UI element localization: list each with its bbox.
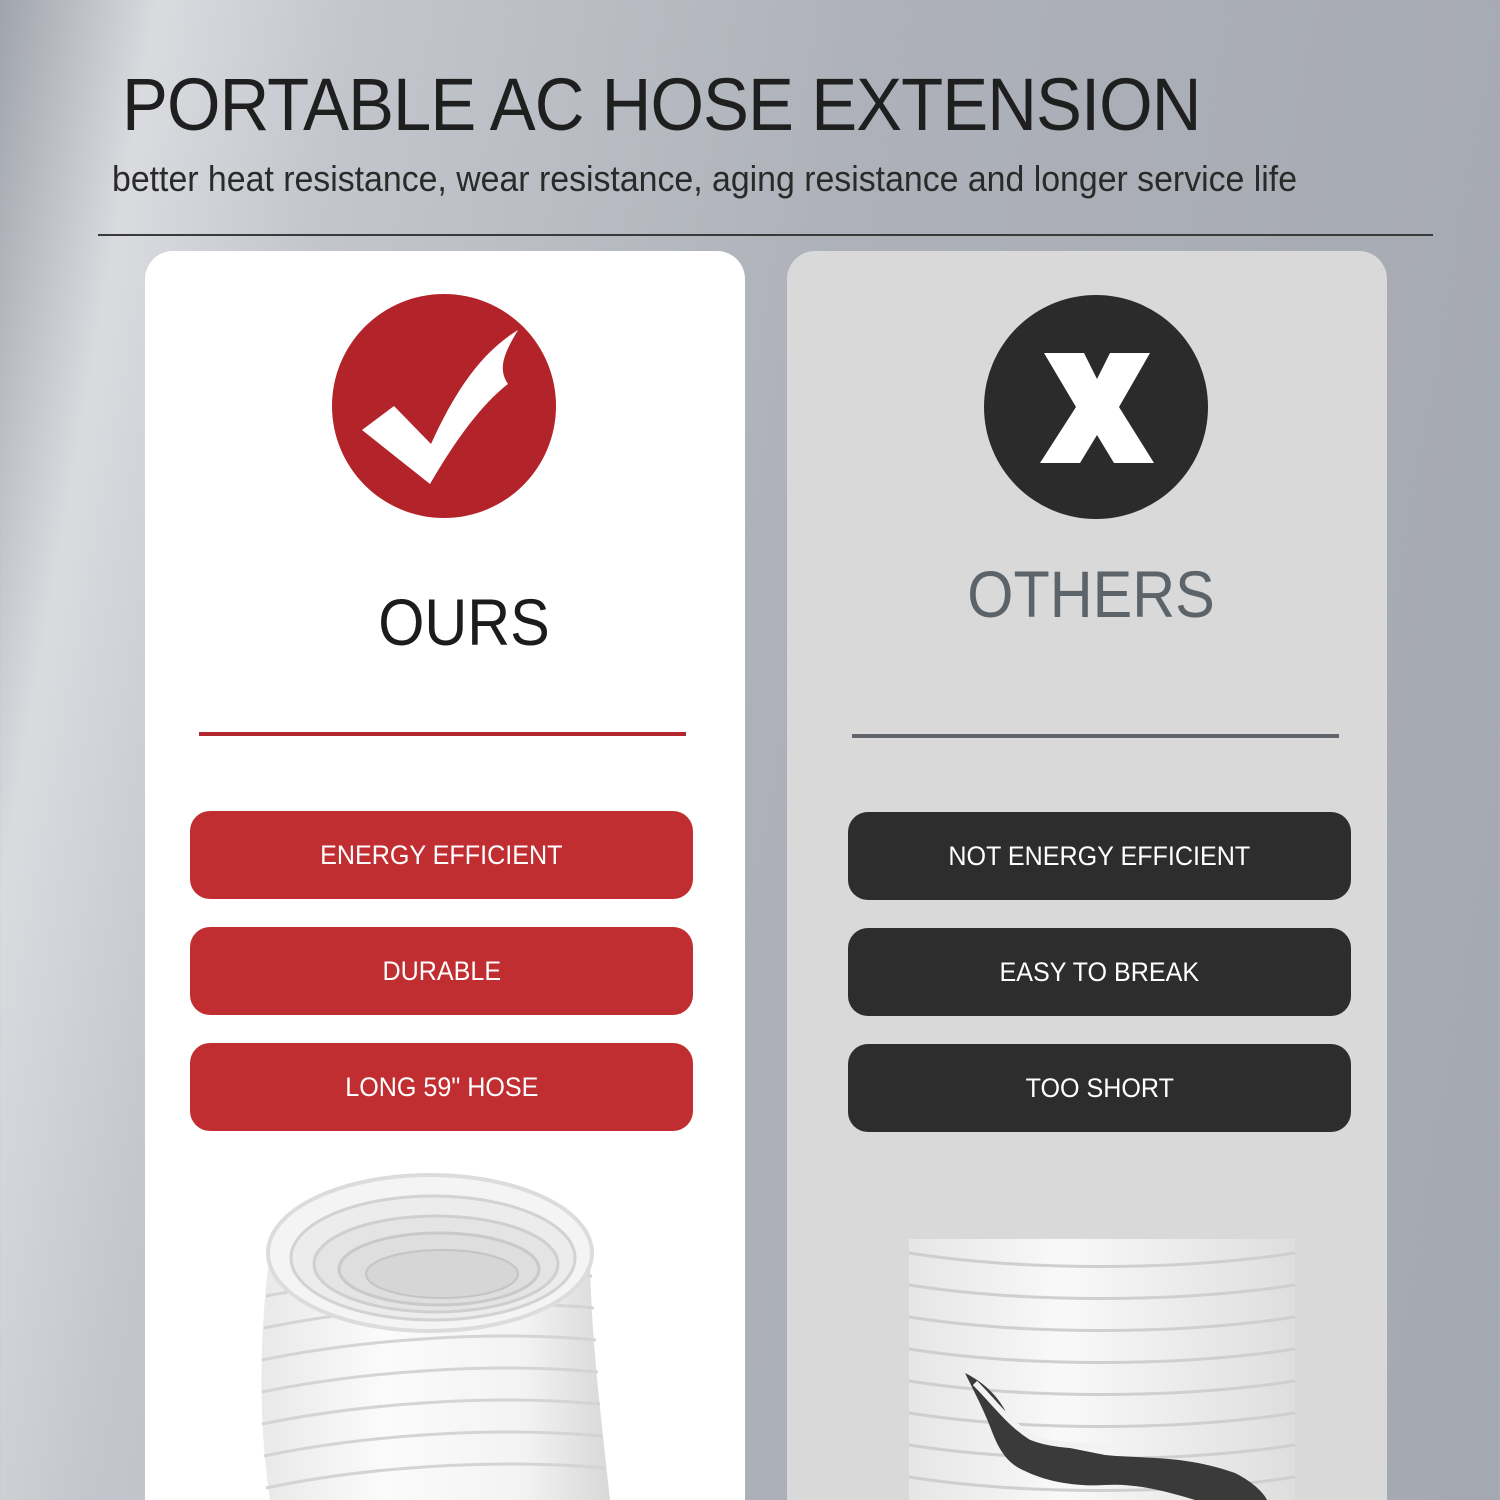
ours-divider (199, 732, 686, 736)
others-feature-easy-to-break: EASY TO BREAK (848, 928, 1351, 1016)
others-divider (852, 734, 1339, 738)
others-feature-too-short: TOO SHORT (848, 1044, 1351, 1132)
checkmark-icon (332, 294, 556, 518)
ours-feature-long-hose: LONG 59" HOSE (190, 1043, 693, 1131)
ours-heading: OURS (378, 585, 550, 659)
x-icon (984, 295, 1208, 519)
others-feature-not-energy-efficient: NOT ENERGY EFFICIENT (848, 812, 1351, 900)
others-heading: OTHERS (967, 557, 1215, 631)
page-title: PORTABLE AC HOSE EXTENSION (122, 63, 1201, 146)
ours-hose-image (240, 1158, 620, 1500)
others-hose-image (905, 1233, 1297, 1500)
header-divider (98, 234, 1433, 236)
ours-feature-durable: DURABLE (190, 927, 693, 1015)
ours-feature-energy-efficient: ENERGY EFFICIENT (190, 811, 693, 899)
page-subtitle: better heat resistance, wear resistance, aging resistance and longer service life (112, 158, 1298, 199)
